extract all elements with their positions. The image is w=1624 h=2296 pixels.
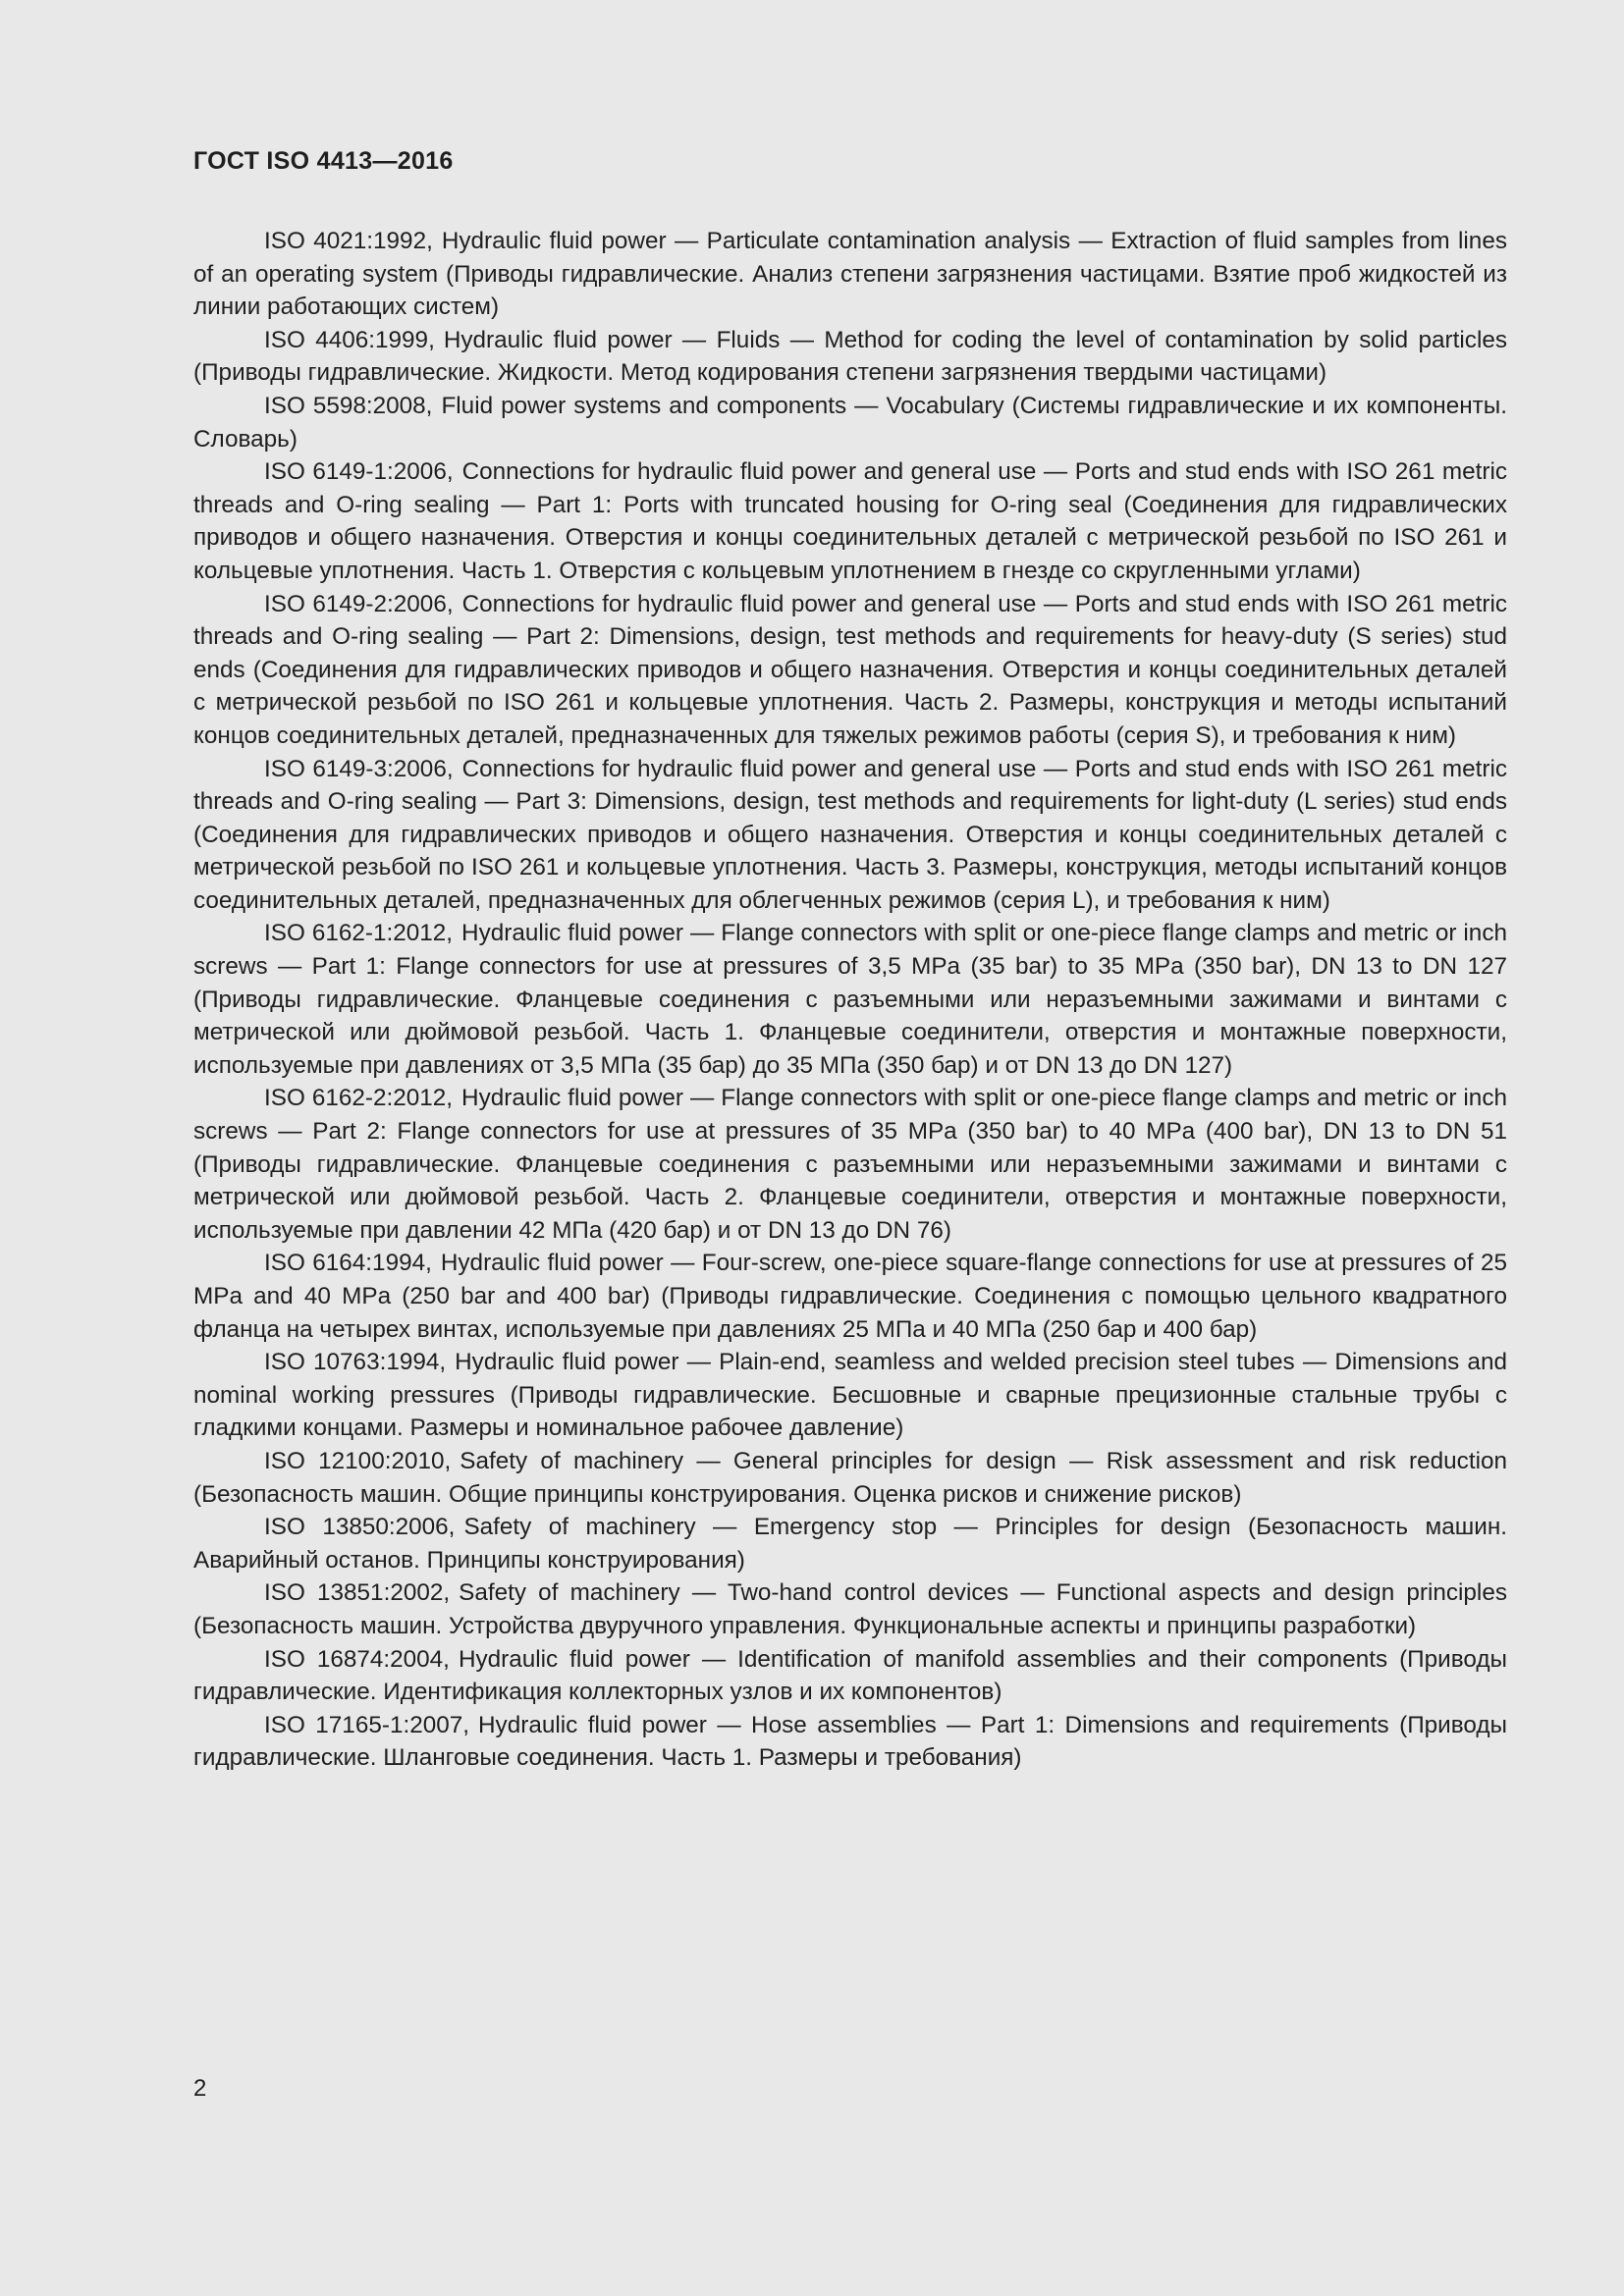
reference-text: Connections for hydraulic fluid power and general use — Ports and stud ends with ISO 261 metric threads and O-ring sealing — Part 1: Ports with truncated housing for O-ring seal (Соединения для гидравлических приводов и общего назначения. Отверстия и концы соединительных деталей с метрической резьбой по ISO 261 и кольцевые уплотнения. Часть 1. Отверстия с кольцевым уплотнением в гнезде со скругленными углами) — [193, 458, 1507, 584]
reference-text: Hydraulic fluid power — Fluids — Method for coding the level of contamination by solid particles (Приводы гидравлические. Жидкости. Метод кодирования степени загрязнения твердыми частицами) — [193, 326, 1507, 387]
standard-header: ГОСТ ISO 4413—2016 — [193, 147, 454, 175]
reference-code: ISO 13850:2006, — [264, 1514, 456, 1541]
reference-code: ISO 6149-1:2006, — [264, 458, 454, 486]
reference-text: Hydraulic fluid power — Hose assemblies — Part 1: Dimensions and requirements (Приводы гидравлические. Шланговые соединения. Часть 1. Размеры и требования) — [193, 1711, 1507, 1772]
reference-code: ISO 16874:2004, — [264, 1645, 450, 1673]
reference-item — [193, 455, 1507, 587]
reference-text: Connections for hydraulic fluid power and general use — Ports and stud ends with ISO 261 metric threads and O-ring sealing — Part 2: Dimensions, design, test methods and requirements for heavy-duty (S series) stud ends (Соединения для гидравлических приводов и общего назначения. Отверстия и концы соединительных деталей с метрической резьбой по ISO 261 и кольцевые уплотнения. Часть 2. Размеры, конструкция и методы испытаний концов соединительных деталей, предназначенных для тяжелых режимов работы (серия S), и требования к ним) — [193, 590, 1507, 749]
reference-item — [193, 753, 1507, 918]
reference-code: ISO 17165-1:2007, — [264, 1711, 470, 1738]
reference-code: ISO 13851:2002, — [264, 1579, 451, 1607]
reference-item — [193, 390, 1507, 455]
page-number: 2 — [193, 2075, 207, 2102]
reference-item — [193, 1082, 1507, 1247]
reference-text: Safety of machinery — Emergency stop — Principles for design (Безопасность машин. Аварийный останов. Принципы конструирования) — [193, 1514, 1507, 1574]
reference-item — [193, 324, 1507, 390]
reference-item — [193, 1643, 1507, 1709]
reference-item — [193, 1511, 1507, 1576]
reference-text: Safety of machinery — Two-hand control devices — Functional aspects and design principles (Безопасность машин. Устройства двуручного управления. Функциональные аспекты и принципы разработки) — [193, 1579, 1507, 1639]
normative-references — [193, 225, 1507, 1775]
reference-item — [193, 1576, 1507, 1642]
reference-text: Safety of machinery — General principles for design — Risk assessment and risk reduction (Безопасность машин. Общие принципы конструирования. Оценка рисков и снижение рисков) — [193, 1447, 1507, 1508]
reference-item — [193, 917, 1507, 1082]
reference-item — [193, 588, 1507, 753]
reference-text: Hydraulic fluid power — Identification of manifold assemblies and their components (Приводы гидравлические. Идентификация коллекторных узлов и их компонентов) — [193, 1645, 1507, 1706]
reference-text: Connections for hydraulic fluid power and general use — Ports and stud ends with ISO 261 metric threads and O-ring sealing — Part 3: Dimensions, design, test methods and requirements for light-duty (L series) stud ends (Соединения для гидравлических приводов и общего назначения. Отверстия и концы соединительных деталей с метрической резьбой по ISO 261 и кольцевые уплотнения. Часть 3. Размеры, конструкция, методы испытаний концов соединительных деталей, предназначенных для облегченных режимов (серия L), и требования к ним) — [193, 755, 1507, 914]
reference-code: ISO 6162-1:2012, — [264, 920, 454, 947]
reference-code: ISO 4021:1992, — [264, 228, 433, 254]
reference-item — [193, 1709, 1507, 1775]
reference-code: ISO 12100:2010, — [264, 1447, 452, 1474]
reference-text: Hydraulic fluid power — Flange connectors with split or one-piece flange clamps and metric or inch screws — Part 1: Flange connectors for use at pressures of 3,5 MPa (35 bar) to 35 MPa (350 bar), DN 13 to DN 127 (Приводы гидравлические. Фланцевые соединения с разъемными или неразъемными зажимами и винтами с метрической или дюймовой резьбой. Часть 1. Фланцевые соединители, отверстия и монтажные поверхности, используемые при давлениях от 3,5 МПа (35 бар) до 35 МПа (350 бар) и от DN 13 до DN 127) — [193, 920, 1507, 1079]
reference-item — [193, 1445, 1507, 1511]
reference-code: ISO 5598:2008, — [264, 392, 433, 419]
reference-code: ISO 4406:1999, — [264, 326, 435, 353]
reference-item — [193, 1247, 1507, 1346]
reference-item — [193, 225, 1507, 324]
reference-code: ISO 6162-2:2012, — [264, 1085, 454, 1112]
reference-text: Hydraulic fluid power — Flange connectors with split or one-piece flange clamps and metric or inch screws — Part 2: Flange connectors for use at pressures of 35 MPa (350 bar) to 40 MPa (400 bar), DN 13 to DN 51 (Приводы гидравлические. Фланцевые соединения с разъемными или неразъемными зажимами и винтами с метрической или дюймовой резьбой. Часть 2. Фланцевые соединители, отверстия и монтажные поверхности, используемые при давлении 42 МПа (420 бар) и от DN 13 до DN 76) — [193, 1085, 1507, 1244]
reference-code: ISO 6164:1994, — [264, 1250, 432, 1277]
reference-item — [193, 1346, 1507, 1445]
reference-code: ISO 6149-2:2006, — [264, 590, 454, 617]
reference-text: Hydraulic fluid power — Particulate contamination analysis — Extraction of fluid samples from lines of an operating system (Приводы гидравлические. Анализ степени загрязнения частицами. Взятие проб жидкостей из линии работающих систем) — [193, 228, 1507, 321]
reference-text: Hydraulic fluid power — Plain-end, seamless and welded precision steel tubes — Dimensions and nominal working pressures (Приводы гидравлические. Бесшовные и сварные прецизионные стальные трубы с гладкими концами. Размеры и номинальное рабочее давление) — [193, 1349, 1507, 1442]
reference-text: Hydraulic fluid power — Four-screw, one-piece square-flange connections for use at pressures of 25 MPa and 40 MPa (250 bar and 400 bar) (Приводы гидравлические. Соединения с помощью цельного квадратного фланца на четырех винтах, используемые при давлениях 25 МПа и 40 МПа (250 бар и 400 бар) — [193, 1250, 1507, 1343]
reference-code: ISO 6149-3:2006, — [264, 755, 454, 782]
reference-code: ISO 10763:1994, — [264, 1349, 447, 1376]
reference-text: Fluid power systems and components — Vocabulary (Системы гидравлические и их компоненты. Словарь) — [193, 392, 1507, 453]
